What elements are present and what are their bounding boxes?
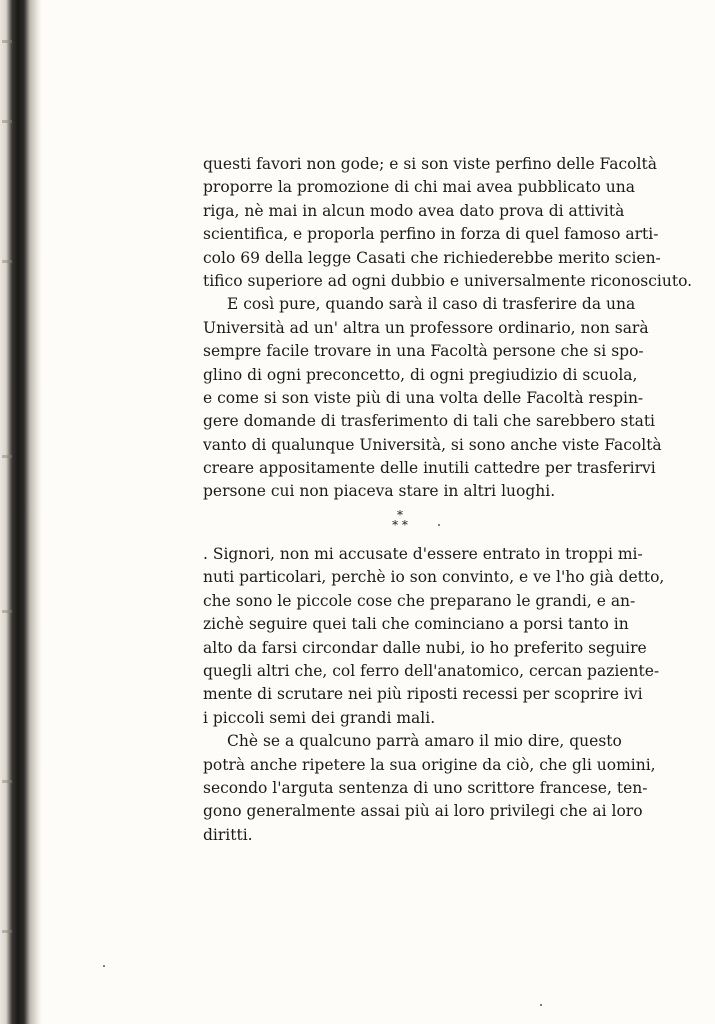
text-line: colo 69 della legge Casati che richiederebbe merito scien- <box>203 248 661 267</box>
text-line: gere domande di trasferimento di tali che sarebbero stati <box>203 412 656 431</box>
paragraph <box>203 293 662 504</box>
section-break-asterism <box>380 510 420 530</box>
text-line: sempre facile trovare in una Facoltà persone che si spo- <box>203 342 644 361</box>
text-line: quegli altri che, col ferro dell'anatomico, cercan paziente- <box>203 661 660 680</box>
paper-speck <box>438 524 440 526</box>
text-line: tifico superiore ad ogni dubbio e universalmente riconosciuto. <box>203 271 693 290</box>
text-line: vanto di qualunque Università, si sono anche viste Facoltà <box>203 435 662 454</box>
text-line: gono generalmente assai più ai loro privilegi che ai loro <box>203 802 643 821</box>
paragraph <box>203 730 656 847</box>
text-line: riga, nè mai in alcun modo avea dato prova di attività <box>203 201 625 220</box>
binding-speck <box>2 455 12 458</box>
binding-speck <box>2 260 12 263</box>
text-line: persone cui non piaceva stare in altri luoghi. <box>203 482 556 501</box>
binding-speck <box>2 120 12 123</box>
text-line: E così pure, quando sarà il caso di trasferire da una <box>227 295 636 314</box>
text-line: scientifica, e proporla perfino in forza di quel famoso arti- <box>203 225 659 244</box>
binding-speck <box>2 610 12 613</box>
paper-speck <box>103 965 105 967</box>
text-line: nuti particolari, perchè io son convinto, e ve l'ho già detto, <box>203 568 665 587</box>
text-line: glino di ogni preconcetto, di ogni pregiudizio di scuola, <box>203 365 638 384</box>
text-line: proporre la promozione di chi mai avea pubblicato una <box>203 178 635 197</box>
paragraph <box>203 543 665 730</box>
text-section-second <box>203 543 665 847</box>
text-line: i piccoli semi dei grandi mali. <box>203 708 436 727</box>
paper-speck <box>540 1004 542 1006</box>
text-line: alto da farsi circondar dalle nubi, io ho preferito seguire <box>203 638 647 657</box>
binding-speck <box>2 780 12 783</box>
text-section-first <box>203 153 693 504</box>
binding-speck <box>2 40 12 43</box>
text-line: zichè seguire quei tali che cominciano a porsi tanto in <box>203 615 629 634</box>
binding-speck <box>2 930 12 933</box>
text-line: Università ad un' altra un professore ordinario, non sarà <box>203 318 649 337</box>
text-line: Chè se a qualcuno parrà amaro il mio dire, questo <box>227 732 622 751</box>
text-line: creare appositamente delle inutili cattedre per trasferirvi <box>203 459 656 478</box>
text-line: potrà anche ripetere la sua origine da ciò, che gli uomini, <box>203 755 656 774</box>
asterism-bottom: * * <box>392 518 408 532</box>
text-line: . Signori, non mi accusate d'essere entrato in troppi mi- <box>203 545 643 563</box>
paragraph <box>203 153 693 293</box>
asterism-top: * <box>397 508 403 522</box>
text-line: questi favori non gode; e si son viste perfino delle Facoltà <box>203 155 657 173</box>
text-line: diritti. <box>203 825 253 844</box>
text-line: mente di scrutare nei più riposti recessi per scoprire ivi <box>203 685 643 704</box>
text-line: che sono le piccole cose che preparano le grandi, e an- <box>203 591 636 610</box>
text-line: e come si son viste più di una volta delle Facoltà respin- <box>203 388 644 407</box>
text-line: secondo l'arguta sentenza di uno scrittore francese, ten- <box>203 778 648 797</box>
page-binding-edge <box>0 0 42 1024</box>
